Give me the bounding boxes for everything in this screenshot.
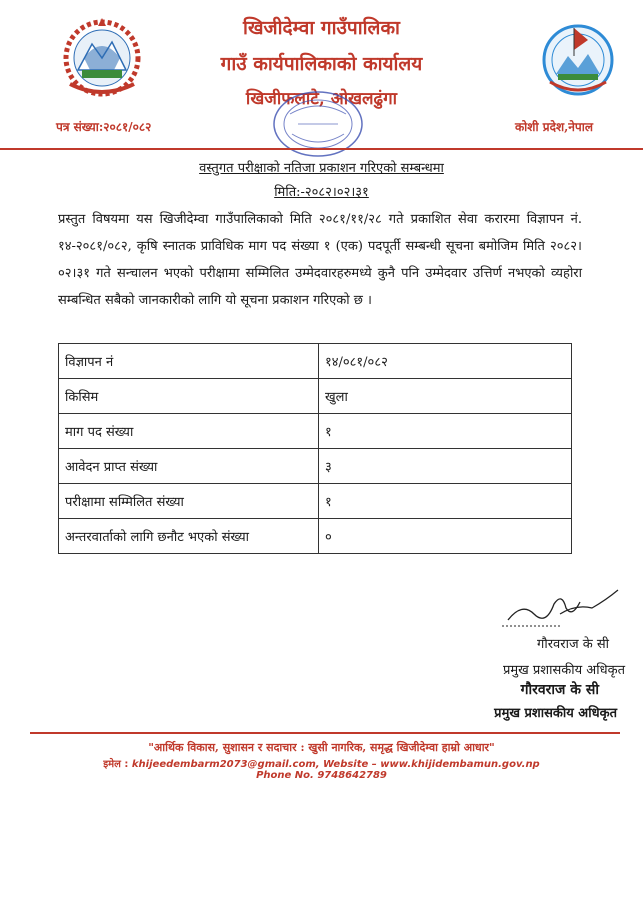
table-row <box>59 519 572 554</box>
subject-date: मिति:-२०८२।०२।३१ <box>274 185 369 200</box>
table-value: खुला <box>319 379 572 414</box>
table-value: १ <box>319 414 572 449</box>
table-value: १४/०८१/०८२ <box>319 344 572 379</box>
table-value: ० <box>319 519 572 554</box>
signatory-name-bold: गौरवराज के सी <box>520 682 599 698</box>
footer-phone: Phone No. 9748642789 <box>256 770 387 781</box>
table-label: किसिम <box>59 379 319 414</box>
table-label: विज्ञापन नं <box>59 344 319 379</box>
header-divider <box>0 148 643 150</box>
signatory-name: गौरवराज के सी <box>537 637 609 652</box>
municipality-logo-icon <box>540 16 616 102</box>
footer-motto: "आर्थिक विकास, सुशासन र सदाचार : खुसी नागरिक, समृद्ध खिजीदेम्वा हाम्रो आधार" <box>148 741 495 754</box>
footer-divider <box>30 732 620 734</box>
notice-paragraph: प्रस्तुत विषयमा यस खिजीदेम्वा गाउँपालिकाको मिति २०८१/११/२८ गते प्रकाशित सेवा करारमा विज्ञापन नं. १४-२०८१/०८२, कृषि स्नातक प्राविधिक माग पद संख्या १ (एक) पदपूर्ती सम्बन्धी सूचना बमोजिम मिति २०८२।०२।३१ गते सन्चालन भएको परीक्षामा सम्मिलित उम्मेदवारहरुमध्ये कुनै पनि उम्मेदवार उत्तिर्ण नभएको व्यहोरा सम्बन्धित सबैको जानकारीको लागि यो सूचना प्रकाशन गरिएको छ । <box>58 212 582 308</box>
table-label: अन्तरवार्ताको लागि छनौट भएको संख्या <box>59 519 319 554</box>
table-row <box>59 344 572 379</box>
office-address: खिजीफलाटे, ओखलढुंगा <box>245 89 398 109</box>
reference-number: पत्र संख्या:२०८१/०८२ <box>56 120 152 134</box>
table-row <box>59 379 572 414</box>
table-label: माग पद संख्या <box>59 414 319 449</box>
email-and-website: khijeedembarm2073@gmail.com, Website – www.khijidembamun.gov.np <box>131 759 540 770</box>
signatory-title: प्रमुख प्रशासकीय अधिकृत <box>502 663 625 678</box>
table-row <box>59 484 572 519</box>
table-row <box>59 449 572 484</box>
table-value: ३ <box>319 449 572 484</box>
result-table <box>58 343 572 554</box>
municipality-name: खिजीदेम्वा गाउँपालिका <box>243 17 400 39</box>
handwritten-signature <box>502 574 622 634</box>
table-label: आवेदन प्राप्त संख्या <box>59 449 319 484</box>
office-name: गाउँ कार्यपालिकाको कार्यालय <box>220 53 423 75</box>
subject-title: वस्तुगत परीक्षाको नतिजा प्रकाशन गरिएको सम्बन्धमा <box>199 161 444 176</box>
province-label: कोशी प्रदेश,नेपाल <box>514 120 593 134</box>
table-value: १ <box>319 484 572 519</box>
signatory-title-bold: प्रमुख प्रशासकीय अधिकृत <box>494 706 617 721</box>
footer-contact <box>0 756 643 770</box>
email-label: इमेल : <box>103 759 129 770</box>
table-label: परीक्षामा सम्मिलित संख्या <box>59 484 319 519</box>
table-row <box>59 414 572 449</box>
